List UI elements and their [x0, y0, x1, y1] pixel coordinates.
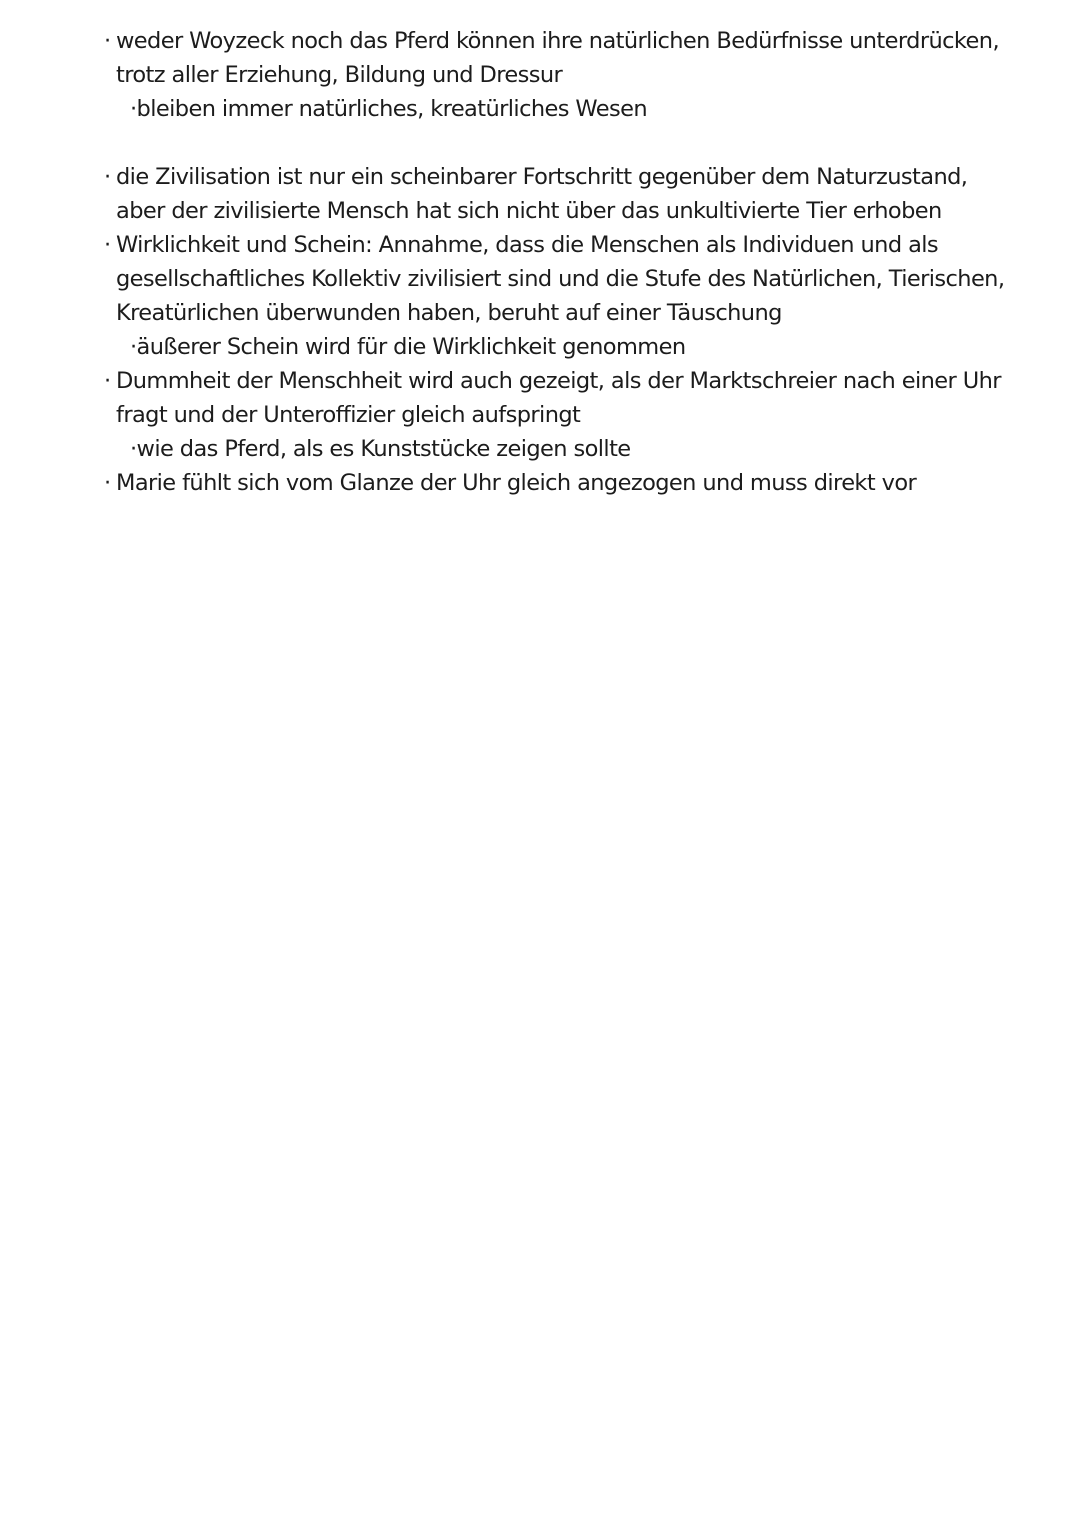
note-text: weder Woyzeck noch das Pferd können ihre natürlichen Bedürfnisse unterdrücken,	[116, 28, 999, 54]
bullet-dot: ·	[104, 470, 111, 496]
bullet-dot: ·	[104, 164, 111, 190]
bullet-dot: ·	[104, 232, 111, 258]
bullet-dot: ·	[104, 368, 111, 394]
note-text: ·äußerer Schein wird für die Wirklichkeit genommen	[130, 334, 686, 360]
note-line	[104, 194, 1004, 228]
note-text: die Zivilisation ist nur ein scheinbarer Fortschritt gegenüber dem Naturzustand,	[116, 164, 968, 190]
note-text: fragt und der Unteroffizier gleich aufspringt	[116, 402, 581, 428]
note-line	[104, 262, 1004, 296]
note-text: ·bleiben immer natürliches, kreatürliches Wesen	[130, 96, 648, 122]
note-text: Dummheit der Menschheit wird auch gezeigt, als der Marktschreier nach einer Uhr	[116, 368, 1001, 394]
note-text: gesellschaftliches Kollektiv zivilisiert sind und die Stufe des Natürlichen, Tierischen,	[116, 266, 1005, 292]
note-line	[104, 466, 1004, 500]
note-line	[104, 58, 1004, 92]
bullet-dot: ·	[104, 28, 111, 54]
note-line	[104, 398, 1004, 432]
note-line	[104, 228, 1004, 262]
note-text: Kreatürlichen überwunden haben, beruht auf einer Täuschung	[116, 300, 782, 326]
note-line	[104, 160, 1004, 194]
note-text: ·wie das Pferd, als es Kunststücke zeigen sollte	[130, 436, 631, 462]
note-subpoint	[104, 432, 1004, 466]
note-line	[104, 364, 1004, 398]
note-line	[104, 24, 1004, 58]
note-text: aber der zivilisierte Mensch hat sich nicht über das unkultivierte Tier erhoben	[116, 198, 942, 224]
note-subpoint	[104, 330, 1004, 364]
note-line	[104, 296, 1004, 330]
note-subpoint	[104, 92, 1004, 126]
note-text: Marie fühlt sich vom Glanze der Uhr gleich angezogen und muss direkt vor	[116, 470, 917, 496]
note-text: trotz aller Erziehung, Bildung und Dressur	[116, 62, 563, 88]
blank-line	[104, 126, 1004, 160]
handwritten-notes	[104, 24, 1004, 500]
note-text: Wirklichkeit und Schein: Annahme, dass die Menschen als Individuen und als	[116, 232, 939, 258]
